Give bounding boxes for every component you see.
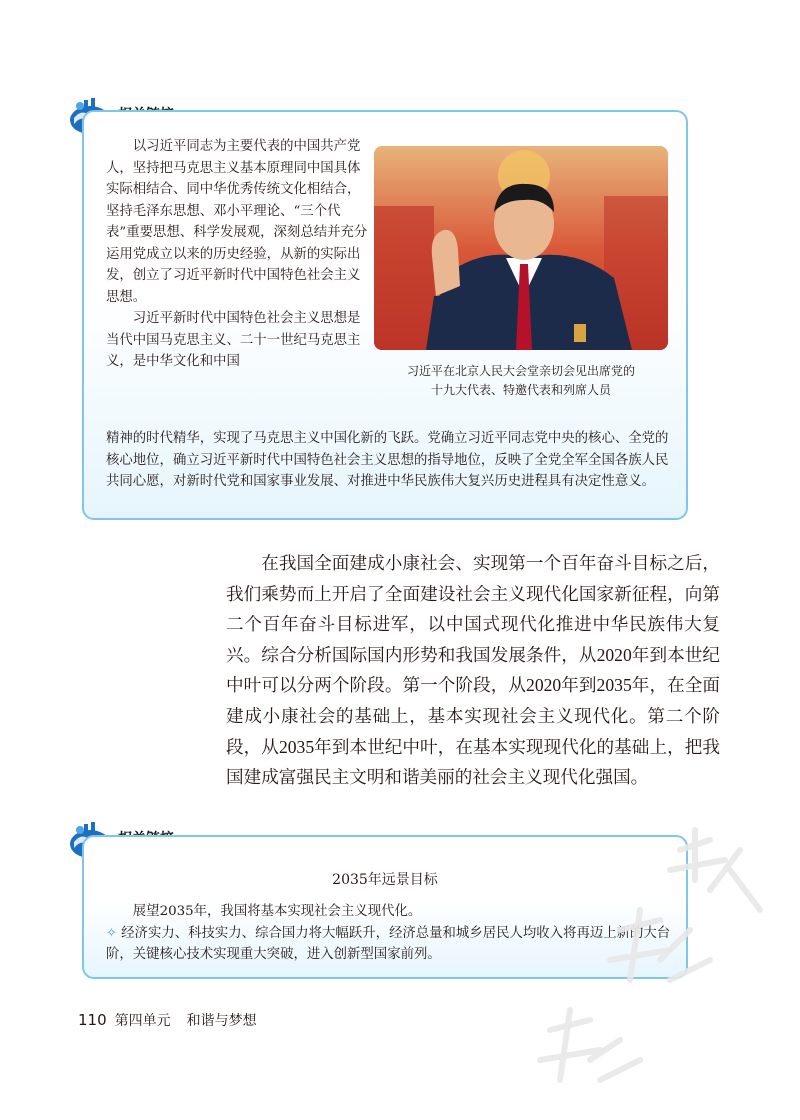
page-footer — [78, 1010, 257, 1030]
box1-paragraph-2-end: 精神的时代精华，实现了马克思主义中国化新的飞跃。党确立习近平同志党中央的核心、全党的核心地位，确立习近平新时代中国特色社会主义思想的指导地位，反映了全党全军全国各族人民共同心愿，对新时代党和国家事业发展、对推进中华民族伟大复兴历史进程具有决定性意义。 — [106, 431, 669, 489]
box2-title: 2035年远景目标 — [332, 872, 438, 888]
publisher-watermark — [510, 810, 790, 1100]
page-number: 110 — [78, 1011, 107, 1029]
unit-label: 第四单元 — [114, 1013, 171, 1029]
box1-text-full — [106, 428, 672, 493]
diamond-bullet-icon: ✧ — [106, 925, 117, 941]
photo-caption — [374, 362, 668, 400]
leader-photo — [374, 146, 668, 350]
related-links-box-1 — [82, 110, 688, 520]
box1-paragraph-1: 以习近平同志为主要代表的中国共产党人，坚持把马克思主义基本原理同中国具体实际相结合、同中华优秀传统文化相结合，坚持毛泽东思想、邓小平理论、“三个代表”重要思想、科学发展观，深刻总结并充分运用党成立以来的历史经验，从新的实际出发，创立了习近平新时代中国特色社会主义思想。 — [106, 139, 368, 305]
box1-paragraph-2-start: 习近平新时代中国特色社会主义思想是当代中国马克思主义、二十一世纪马克思主义，是中华文化和中国 — [106, 311, 361, 369]
photo-caption-line-2: 十九大代表、特邀代表和列席人员 — [430, 383, 611, 397]
box2-intro: 展望2035年，我国将基本实现社会主义现代化。 — [132, 904, 422, 919]
main-paragraph: 在我国全面建成小康社会、实现第一个百年奋斗目标之后，我们乘势而上开启了全面建设社会主义现代化国家新征程，向第二个百年奋斗目标进军，以中国式现代化推进中华民族伟大复兴。综合分析国际国内形势和我国发展条件，从2020年到本世纪中叶可以分两个阶段。第一个阶段，从2020年到2035年，在全面建成小康社会的基础上，基本实现社会主义现代化。第二个阶段，从2035年到本世纪中叶，在基本实现现代化的基础上，把我国建成富强民主文明和谐美丽的社会主义现代化强国。 — [226, 553, 720, 788]
box2-bullet-text: 经济实力、科技实力、综合国力将大幅跃升，经济总量和城乡居民人均收入将再迈上新的大台阶，关键核心技术实现重大突破，进入创新型国家前列。 — [106, 925, 671, 962]
section-label: 和谐与梦想 — [186, 1013, 257, 1029]
photo-caption-line-1: 习近平在北京人民大会堂亲切会见出席党的 — [406, 364, 635, 378]
box1-text-column — [106, 136, 368, 373]
